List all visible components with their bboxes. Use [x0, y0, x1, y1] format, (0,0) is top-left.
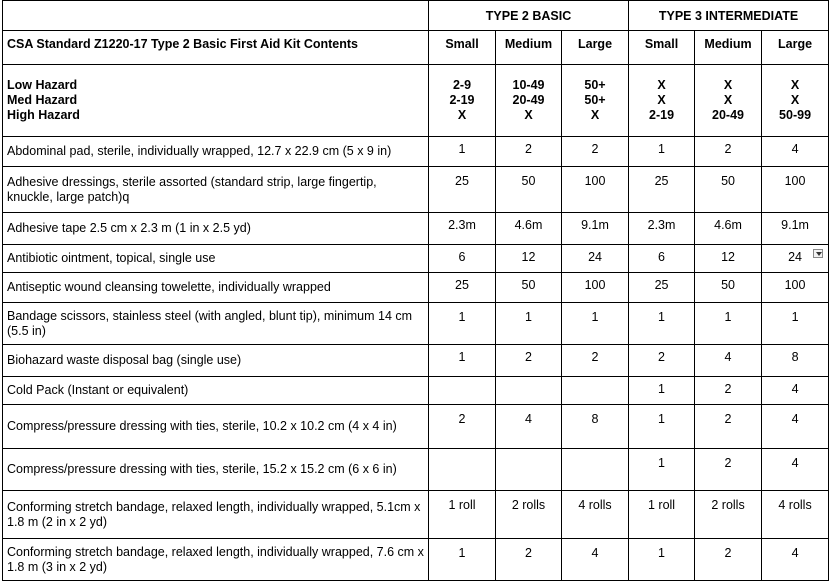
quantity-cell: 9.1m — [762, 213, 829, 245]
quantity-cell: 1 — [429, 137, 496, 167]
hazard-range-value: 2-19 — [649, 108, 675, 122]
quantity-cell: 4 — [562, 539, 629, 581]
item-description: Compress/pressure dressing with ties, sterile, 15.2 x 15.2 cm (6 x 6 in) — [3, 449, 429, 491]
table-row — [3, 213, 829, 245]
hazard-range-value: 2-19 — [449, 93, 475, 107]
quantity-cell: 2 — [562, 137, 629, 167]
item-description: Antiseptic wound cleansing towelette, individually wrapped — [3, 273, 429, 303]
hazard-range-cell — [429, 65, 496, 137]
quantity-cell: 1 — [496, 303, 562, 345]
quantity-cell: 24 — [562, 245, 629, 273]
hazard-label-med: Med Hazard — [7, 93, 78, 107]
quantity-cell: 2 — [496, 137, 562, 167]
quantity-cell: 1 — [429, 303, 496, 345]
hazard-range-value: X — [657, 78, 666, 92]
table-row — [3, 449, 829, 491]
quantity-cell: 8 — [762, 345, 829, 377]
quantity-cell: 2.3m — [629, 213, 695, 245]
quantity-cell: 50 — [695, 167, 762, 213]
quantity-cell: 4 — [695, 345, 762, 377]
quantity-cell: 1 — [629, 377, 695, 405]
quantity-cell — [562, 377, 629, 405]
quantity-cell: 4 — [762, 539, 829, 581]
hazard-range-value: X — [790, 78, 800, 92]
quantity-cell: 50 — [496, 273, 562, 303]
quantity-cell: 2 rolls — [695, 491, 762, 539]
quantity-cell: 8 — [562, 405, 629, 449]
quantity-cell: 4 rolls — [562, 491, 629, 539]
item-description: Conforming stretch bandage, relaxed length, individually wrapped, 7.6 cm x 1.8 m (3 in x 2 yd) — [3, 539, 429, 581]
item-description: Conforming stretch bandage, relaxed length, individually wrapped, 5.1cm x 1.8 m (2 in x 2 yd) — [3, 491, 429, 539]
first-aid-kit-table — [2, 0, 829, 581]
quantity-cell: 25 — [629, 167, 695, 213]
quantity-cell — [496, 377, 562, 405]
table-row — [3, 245, 829, 273]
quantity-cell: 2.3m — [429, 213, 496, 245]
quantity-cell: 2 — [629, 345, 695, 377]
quantity-cell: 1 — [629, 137, 695, 167]
quantity-cell: 50 — [496, 167, 562, 213]
dropdown-arrow-icon[interactable] — [813, 249, 823, 258]
item-description: Biohazard waste disposal bag (single use) — [3, 345, 429, 377]
item-description: Cold Pack (Instant or equivalent) — [3, 377, 429, 405]
hazard-row — [3, 65, 829, 137]
hazard-range-value: X — [590, 108, 600, 122]
hazard-range-value: X — [723, 78, 733, 92]
quantity-cell: 100 — [562, 273, 629, 303]
item-description: Antibiotic ointment, topical, single use — [3, 245, 429, 273]
hazard-range-value: 50-99 — [779, 108, 812, 122]
table-row — [3, 405, 829, 449]
hazard-range-cell — [496, 65, 562, 137]
table-row — [3, 303, 829, 345]
quantity-cell: 2 — [496, 539, 562, 581]
item-description: Compress/pressure dressing with ties, sterile, 10.2 x 10.2 cm (4 x 4 in) — [3, 405, 429, 449]
hazard-range-value: X — [657, 93, 666, 107]
quantity-cell: 1 — [629, 539, 695, 581]
hazard-label-high: High Hazard — [7, 108, 80, 122]
quantity-cell: 12 — [695, 245, 762, 273]
size-header: Large — [762, 31, 829, 65]
quantity-cell: 1 — [629, 303, 695, 345]
quantity-cell: 2 — [695, 449, 762, 491]
table-title: CSA Standard Z1220-17 Type 2 Basic First Aid Kit Contents — [3, 31, 429, 65]
quantity-cell: 1 — [629, 449, 695, 491]
quantity-cell: 1 — [762, 303, 829, 345]
quantity-cell: 6 — [429, 245, 496, 273]
quantity-cell: 100 — [562, 167, 629, 213]
size-header: Medium — [496, 31, 562, 65]
size-header: Small — [429, 31, 496, 65]
quantity-cell — [562, 449, 629, 491]
quantity-cell: 25 — [629, 273, 695, 303]
quantity-cell: 25 — [429, 273, 496, 303]
size-header: Large — [562, 31, 629, 65]
quantity-cell: 24 — [762, 245, 829, 273]
quantity-cell: 1 — [429, 539, 496, 581]
quantity-cell: 50 — [695, 273, 762, 303]
quantity-cell: 2 — [562, 345, 629, 377]
quantity-cell: 1 roll — [429, 491, 496, 539]
quantity-cell: 4 — [762, 377, 829, 405]
hazard-range-value: 10-49 — [512, 78, 545, 92]
quantity-cell: 9.1m — [562, 213, 629, 245]
quantity-cell: 2 — [496, 345, 562, 377]
quantity-cell — [496, 449, 562, 491]
quantity-cell: 100 — [762, 167, 829, 213]
quantity-cell: 1 — [629, 405, 695, 449]
item-description: Adhesive tape 2.5 cm x 2.3 m (1 in x 2.5 yd) — [3, 213, 429, 245]
size-header: Medium — [695, 31, 762, 65]
quantity-cell: 2 — [695, 539, 762, 581]
item-description: Adhesive dressings, sterile assorted (standard strip, large fingertip, knuckle, large patch)q — [3, 167, 429, 213]
quantity-cell: 2 — [695, 405, 762, 449]
table-row — [3, 167, 829, 213]
hazard-range-cell — [562, 65, 629, 137]
quantity-cell: 4 — [762, 405, 829, 449]
quantity-cell: 1 — [429, 345, 496, 377]
hazard-range-value: 50+ — [584, 93, 606, 107]
quantity-cell: 2 — [429, 405, 496, 449]
quantity-cell: 4.6m — [695, 213, 762, 245]
hazard-label-low: Low Hazard — [7, 78, 78, 92]
quantity-cell: 4 — [496, 405, 562, 449]
quantity-cell: 2 — [695, 137, 762, 167]
size-header: Small — [629, 31, 695, 65]
quantity-cell: 1 — [562, 303, 629, 345]
table-row — [3, 377, 829, 405]
hazard-range-value: 2-9 — [452, 78, 472, 92]
hazard-range-value: X — [524, 108, 533, 122]
hazard-range-value: 20-49 — [512, 93, 545, 107]
quantity-cell: 1 — [695, 303, 762, 345]
quantity-cell: 4 — [762, 137, 829, 167]
quantity-cell: 2 rolls — [496, 491, 562, 539]
quantity-cell — [429, 377, 496, 405]
quantity-cell: 4.6m — [496, 213, 562, 245]
quantity-cell: 1 roll — [629, 491, 695, 539]
hazard-range-value: X — [790, 93, 800, 107]
type2-group-header: TYPE 2 BASIC — [429, 1, 629, 31]
quantity-cell: 4 rolls — [762, 491, 829, 539]
quantity-cell: 12 — [496, 245, 562, 273]
hazard-labels — [3, 65, 429, 137]
quantity-cell: 6 — [629, 245, 695, 273]
table-row — [3, 137, 829, 167]
quantity-cell: 4 — [762, 449, 829, 491]
quantity-cell — [429, 449, 496, 491]
item-description: Bandage scissors, stainless steel (with angled, blunt tip), minimum 14 cm (5.5 in) — [3, 303, 429, 345]
quantity-cell: 25 — [429, 167, 496, 213]
hazard-range-cell — [629, 65, 695, 137]
empty-corner-cell — [3, 1, 429, 31]
hazard-range-value: X — [723, 93, 733, 107]
hazard-range-value: 50+ — [584, 78, 606, 92]
hazard-range-value: 20-49 — [712, 108, 745, 122]
table-row — [3, 345, 829, 377]
hazard-range-value: X — [457, 108, 467, 122]
table-row — [3, 491, 829, 539]
hazard-range-cell — [695, 65, 762, 137]
table-row — [3, 539, 829, 581]
quantity-cell: 100 — [762, 273, 829, 303]
type3-group-header: TYPE 3 INTERMEDIATE — [629, 1, 829, 31]
item-description: Abdominal pad, sterile, individually wrapped, 12.7 x 22.9 cm (5 x 9 in) — [3, 137, 429, 167]
table-row — [3, 273, 829, 303]
hazard-range-cell — [762, 65, 829, 137]
quantity-cell: 2 — [695, 377, 762, 405]
